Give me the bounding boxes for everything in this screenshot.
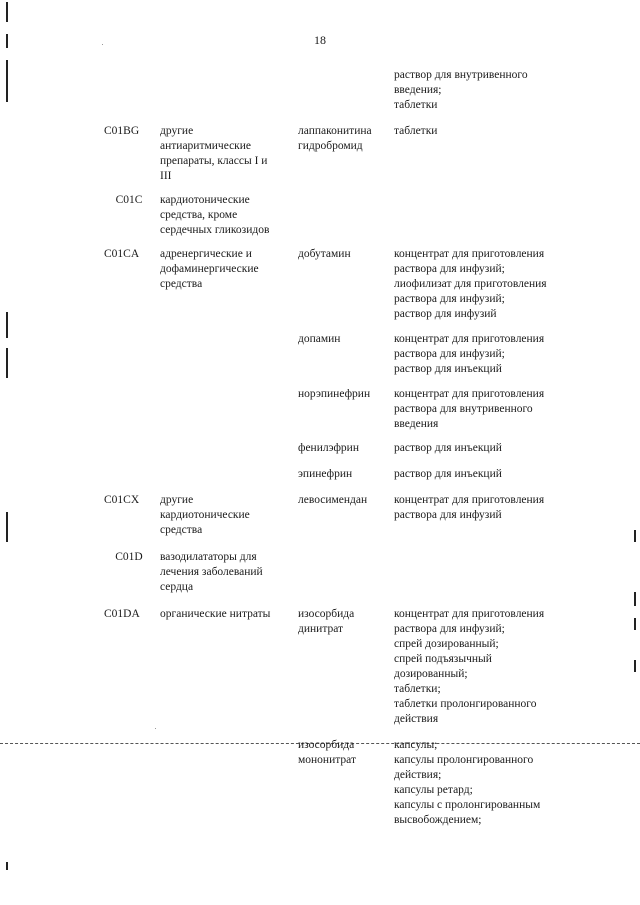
atc-code: C01D xyxy=(115,551,143,563)
dosage-form: концентрат для приготовления раствора для инфузий; лиофилизат для приготовления раствора для инфузий; раствор для инфузий xyxy=(394,248,547,320)
scan-edge-mark xyxy=(6,512,8,542)
atc-code: C01DA xyxy=(104,608,140,620)
drug-name: изосорбида динитрат xyxy=(298,608,355,635)
scan-edge-mark xyxy=(6,312,8,338)
drug-name: эпинефрин xyxy=(298,468,353,480)
scan-edge-mark xyxy=(6,348,8,378)
drug-name: лаппаконитина гидробромид xyxy=(298,125,372,152)
atc-group-name: адренергические и дофаминергические средства xyxy=(160,248,259,290)
atc-group-name: вазодилататоры для лечения заболеваний сердца xyxy=(160,551,263,593)
drug-name: левосимендан xyxy=(298,494,368,506)
atc-group-name: кардиотонические средства, кроме сердечных гликозидов xyxy=(160,194,270,236)
atc-code: C01C xyxy=(115,194,143,206)
atc-group-name: другие кардиотонические средства xyxy=(160,494,250,536)
scan-edge-mark xyxy=(6,60,8,102)
dosage-form: раствор для инъекций xyxy=(394,468,502,480)
dosage-form: концентрат для приготовления раствора для инфузий; спрей дозированный; спрей подъязычный дозированный; таблетки; таблетки пролонгированного действия xyxy=(394,608,545,725)
atc-code: C01BG xyxy=(104,125,140,137)
scan-speck xyxy=(155,728,156,729)
scan-edge-mark xyxy=(634,660,636,672)
dosage-form: раствор для инъекций xyxy=(394,442,502,454)
scan-edge-mark xyxy=(6,2,8,22)
scan-edge-mark xyxy=(6,34,8,48)
scan-edge-mark xyxy=(6,862,8,870)
drug-name: изосорбида мононитрат xyxy=(298,739,356,766)
scan-speck xyxy=(102,44,103,45)
dosage-form: таблетки xyxy=(394,125,438,137)
dosage-form: капсулы; капсулы пролонгированного действия; капсулы ретард; капсулы с пролонгированным высвобождением; xyxy=(394,739,541,826)
atc-code: C01CX xyxy=(104,494,140,506)
atc-group-name: другие антиаритмические препараты, классы I и III xyxy=(160,125,268,182)
atc-group-name: органические нитраты xyxy=(160,608,271,620)
dosage-form: концентрат для приготовления раствора для инфузий xyxy=(394,494,545,521)
scan-edge-mark xyxy=(634,592,636,606)
dosage-form-continuation: раствор для внутривенного введения; таблетки xyxy=(394,69,528,111)
drug-name: норэпинефрин xyxy=(298,388,371,400)
dosage-form: концентрат для приготовления раствора для инфузий; раствор для инъекций xyxy=(394,333,545,375)
page-number: 18 xyxy=(314,33,326,47)
atc-code: C01CA xyxy=(104,248,140,260)
drug-name: допамин xyxy=(298,333,341,345)
scan-edge-mark xyxy=(634,618,636,630)
dosage-form: концентрат для приготовления раствора для внутривенного введения xyxy=(394,388,545,430)
scan-edge-mark xyxy=(634,530,636,542)
drug-name: добутамин xyxy=(298,248,351,260)
drug-name: фенилэфрин xyxy=(298,442,359,454)
